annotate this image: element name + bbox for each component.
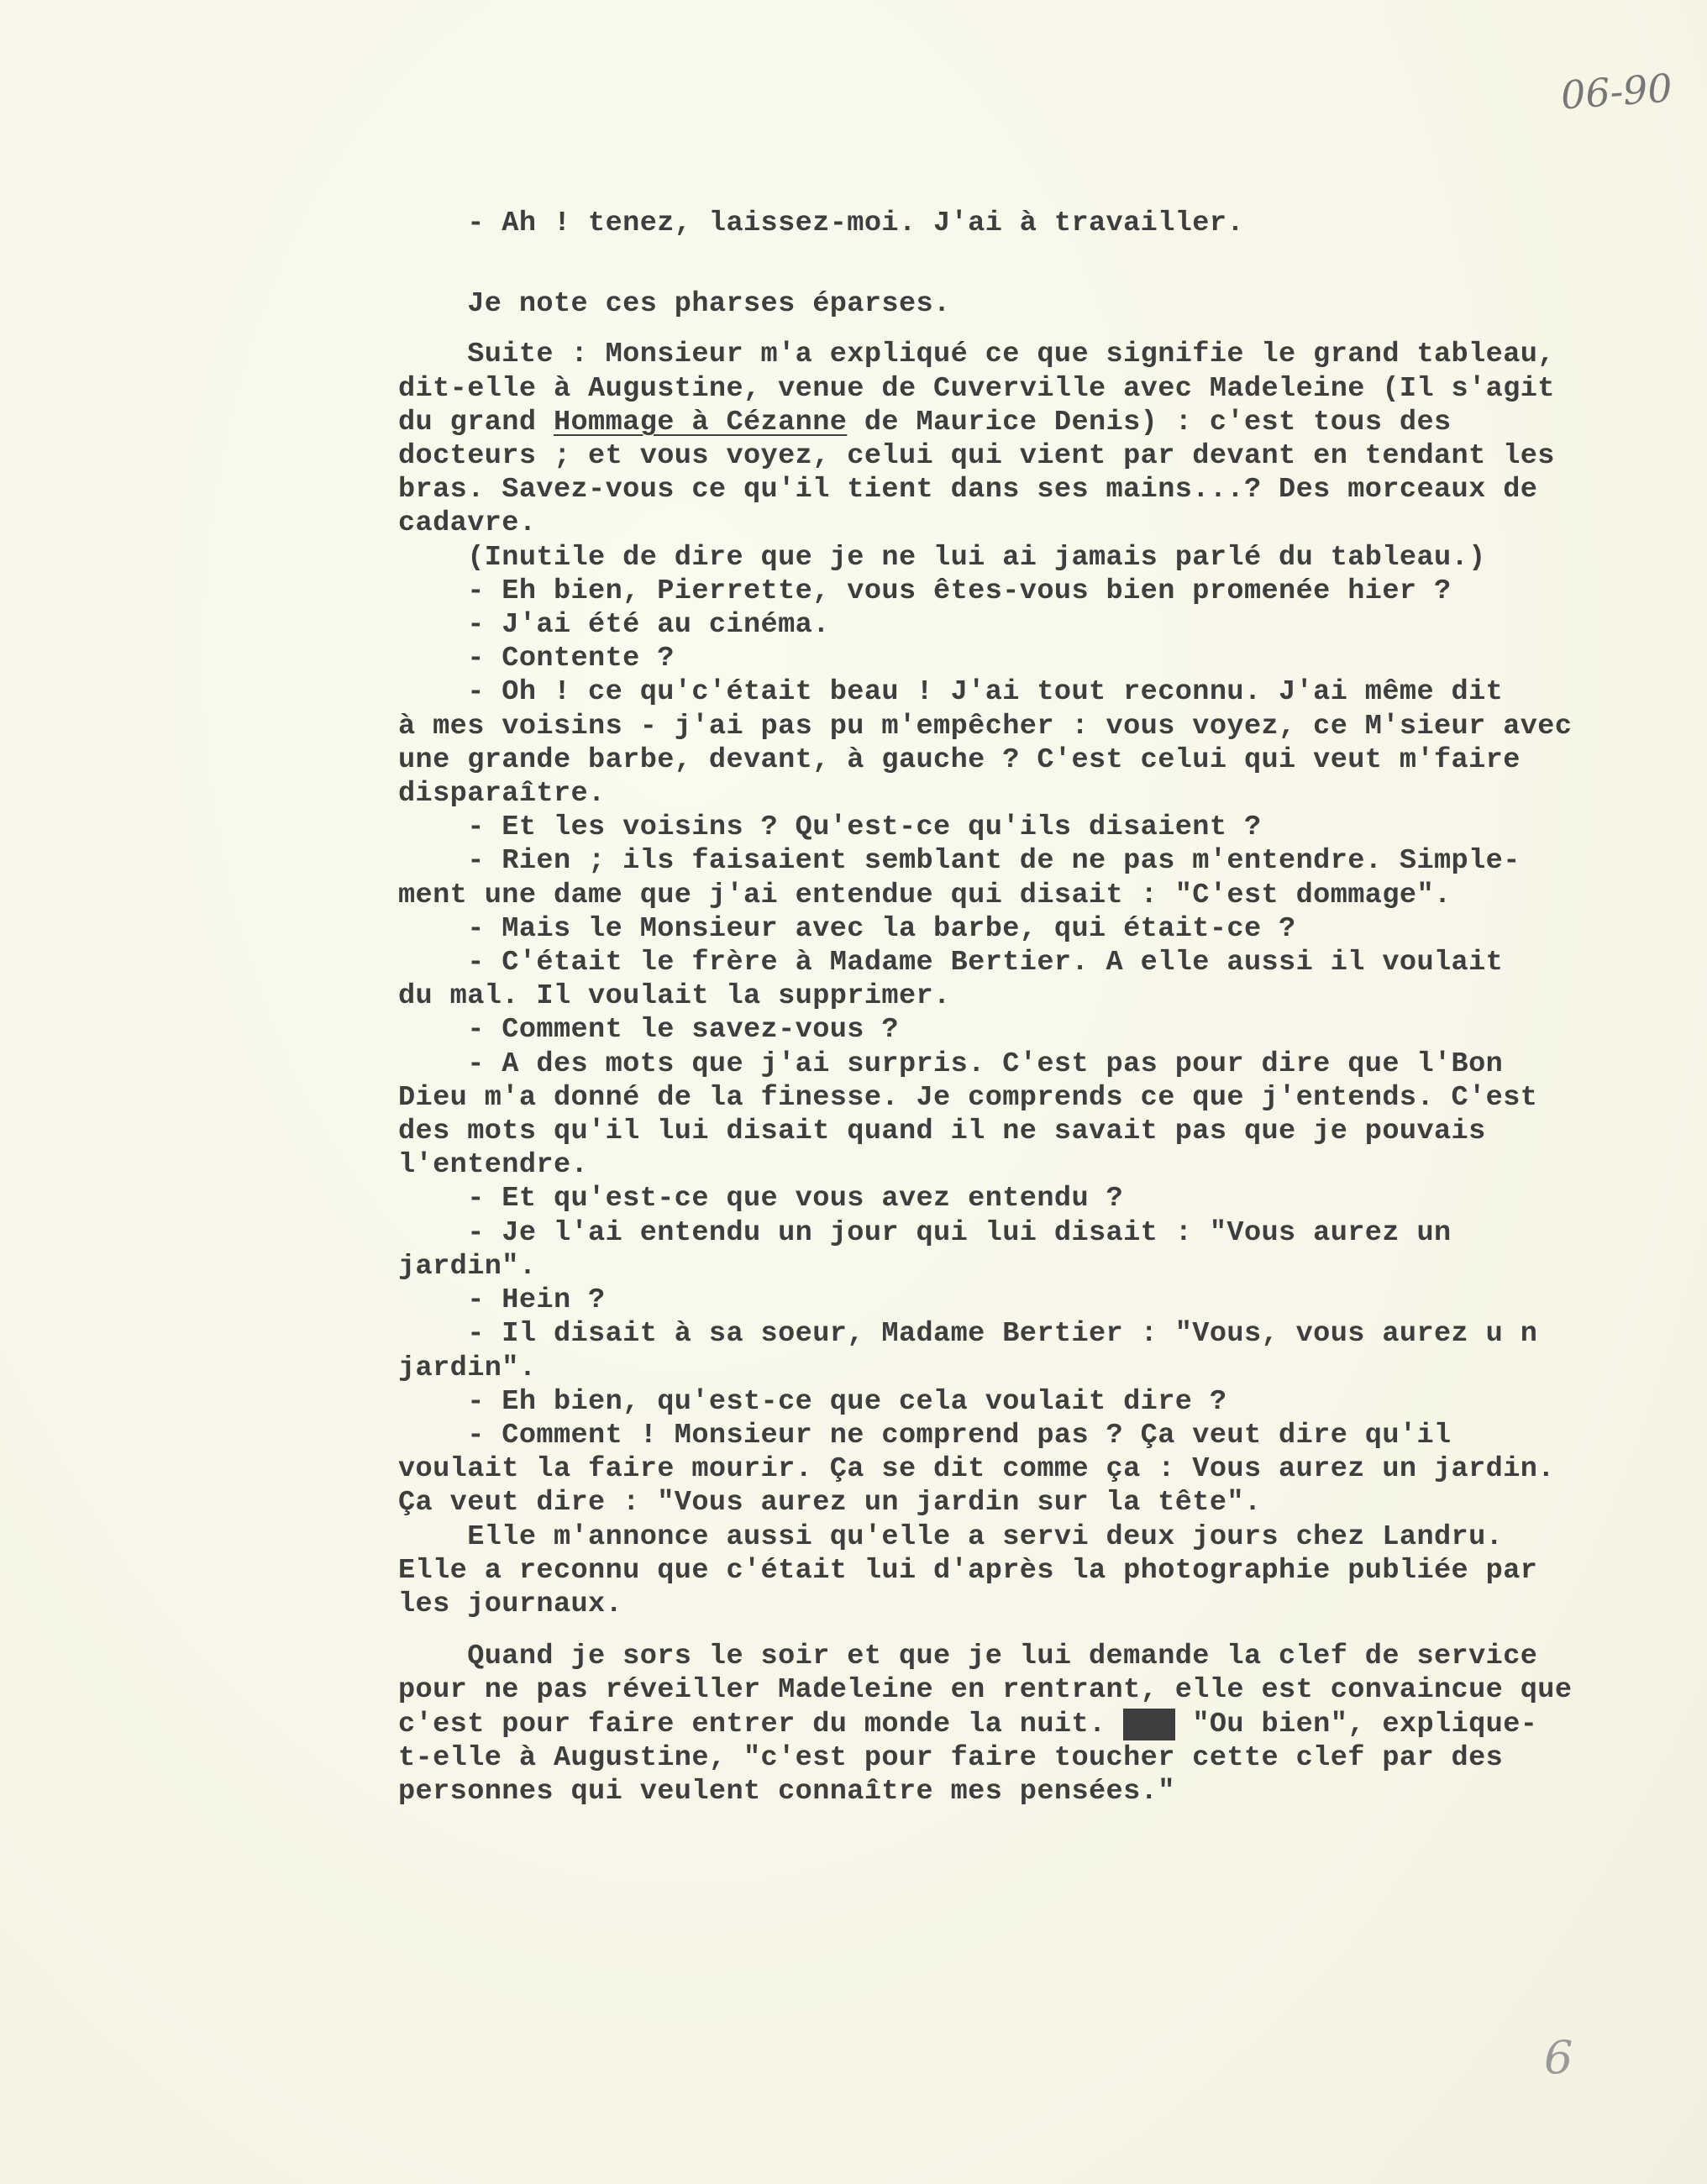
text-line: - C'était le frère à Madame Bertier. A elle aussi il voulait [398, 947, 1504, 979]
text-line: disparaître. [398, 778, 606, 811]
text-line: à mes voisins - j'ai pas pu m'empêcher : vous voyez, ce M'sieur avec [398, 710, 1573, 743]
text-line: voulait la faire mourir. Ça se dit comme ça : Vous aurez un jardin. [398, 1453, 1555, 1486]
struck-out-text: MMM [1123, 1708, 1175, 1740]
text-line: dit-elle à Augustine, venue de Cuverville avec Madeleine (Il s'agit [398, 372, 1555, 405]
text-line: Je note ces pharses éparses. [398, 288, 951, 321]
text-line: pour ne pas réveiller Madeleine en rentrant, elle est convaincue que [398, 1674, 1573, 1707]
text-line: bras. Savez-vous ce qu'il tient dans ses mains...? Des morceaux de [398, 474, 1538, 507]
text-line: - Rien ; ils faisaient semblant de ne pas m'entendre. Simple- [398, 845, 1521, 878]
text-line: - A des mots que j'ai surpris. C'est pas pour dire que l'Bon [398, 1047, 1504, 1080]
text-line: - Hein ? [398, 1284, 606, 1317]
text-line: des mots qu'il lui disait quand il ne savait pas que je pouvais [398, 1116, 1486, 1148]
text-line: (Inutile de dire que je ne lui ai jamais parlé du tableau.) [398, 541, 1486, 574]
typed-text [398, 207, 1658, 1809]
text-line: l'entendre. [398, 1149, 589, 1182]
text-line: c'est pour faire entrer du monde la nuit. MMM "Ou bien", explique- [398, 1708, 1538, 1740]
text-line: du grand Hommage à Cézanne de Maurice Denis) : c'est tous des [398, 406, 1452, 438]
text-line: - Je l'ai entendu un jour qui lui disait : "Vous aurez un [398, 1216, 1452, 1249]
text-line: - Eh bien, qu'est-ce que cela voulait dire ? [398, 1385, 1227, 1418]
text-line: - Comment ! Monsieur ne comprend pas ? Ça veut dire qu'il [398, 1419, 1452, 1452]
text-line: Dieu m'a donné de la finesse. Je comprends ce que j'entends. C'est [398, 1081, 1538, 1114]
text-line: - Il disait à sa soeur, Madame Bertier : "Vous, vous aurez u n [398, 1318, 1538, 1351]
text-line: - Contente ? [398, 643, 675, 675]
text-line: Elle m'annonce aussi qu'elle a servi deux jours chez Landru. [398, 1520, 1504, 1553]
text-line: jardin". [398, 1352, 537, 1384]
text-line: Elle a reconnu que c'était lui d'après la photographie publiée par [398, 1554, 1538, 1587]
corner-mark: 6 [1544, 2031, 1573, 2084]
painting-title: Hommage à Cézanne [553, 406, 848, 438]
text-line: - Ah ! tenez, laissez-moi. J'ai à travailler. [398, 207, 1244, 239]
text-line: Ça veut dire : "Vous aurez un jardin sur la tête". [398, 1487, 1262, 1520]
text-line: t-elle à Augustine, "c'est pour faire toucher cette clef par des [398, 1741, 1504, 1774]
text-line: - Et les voisins ? Qu'est-ce qu'ils disaient ? [398, 811, 1262, 844]
text-line: cadavre. [398, 507, 537, 540]
text-line: - Comment le savez-vous ? [398, 1014, 899, 1047]
text-line: docteurs ; et vous voyez, celui qui vient par devant en tendant les [398, 440, 1555, 473]
text-line: Quand je sors le soir et que je lui demande la clef de service [398, 1641, 1538, 1673]
text-line: Suite : Monsieur m'a expliqué ce que signifie le grand tableau, [398, 339, 1555, 371]
text-line: - Et qu'est-ce que vous avez entendu ? [398, 1183, 1124, 1215]
text-line: ment une dame que j'ai entendue qui disait : "C'est dommage". [398, 879, 1452, 911]
text-line: personnes qui veulent connaître mes pensées." [398, 1775, 1175, 1808]
text-line: les journaux. [398, 1588, 623, 1620]
text-line: du mal. Il voulait la supprimer. [398, 980, 951, 1013]
text-line: jardin". [398, 1250, 537, 1283]
reference-number: 06-90 [1559, 65, 1674, 118]
text-line: - J'ai été au cinéma. [398, 609, 830, 642]
text-line: - Oh ! ce qu'c'était beau ! J'ai tout reconnu. J'ai même dit [398, 676, 1504, 709]
text-line: - Mais le Monsieur avec la barbe, qui était-ce ? [398, 912, 1296, 945]
text-line: une grande barbe, devant, à gauche ? C'est celui qui veut m'faire [398, 743, 1521, 776]
text-line: - Eh bien, Pierrette, vous êtes-vous bien promenée hier ? [398, 575, 1452, 607]
